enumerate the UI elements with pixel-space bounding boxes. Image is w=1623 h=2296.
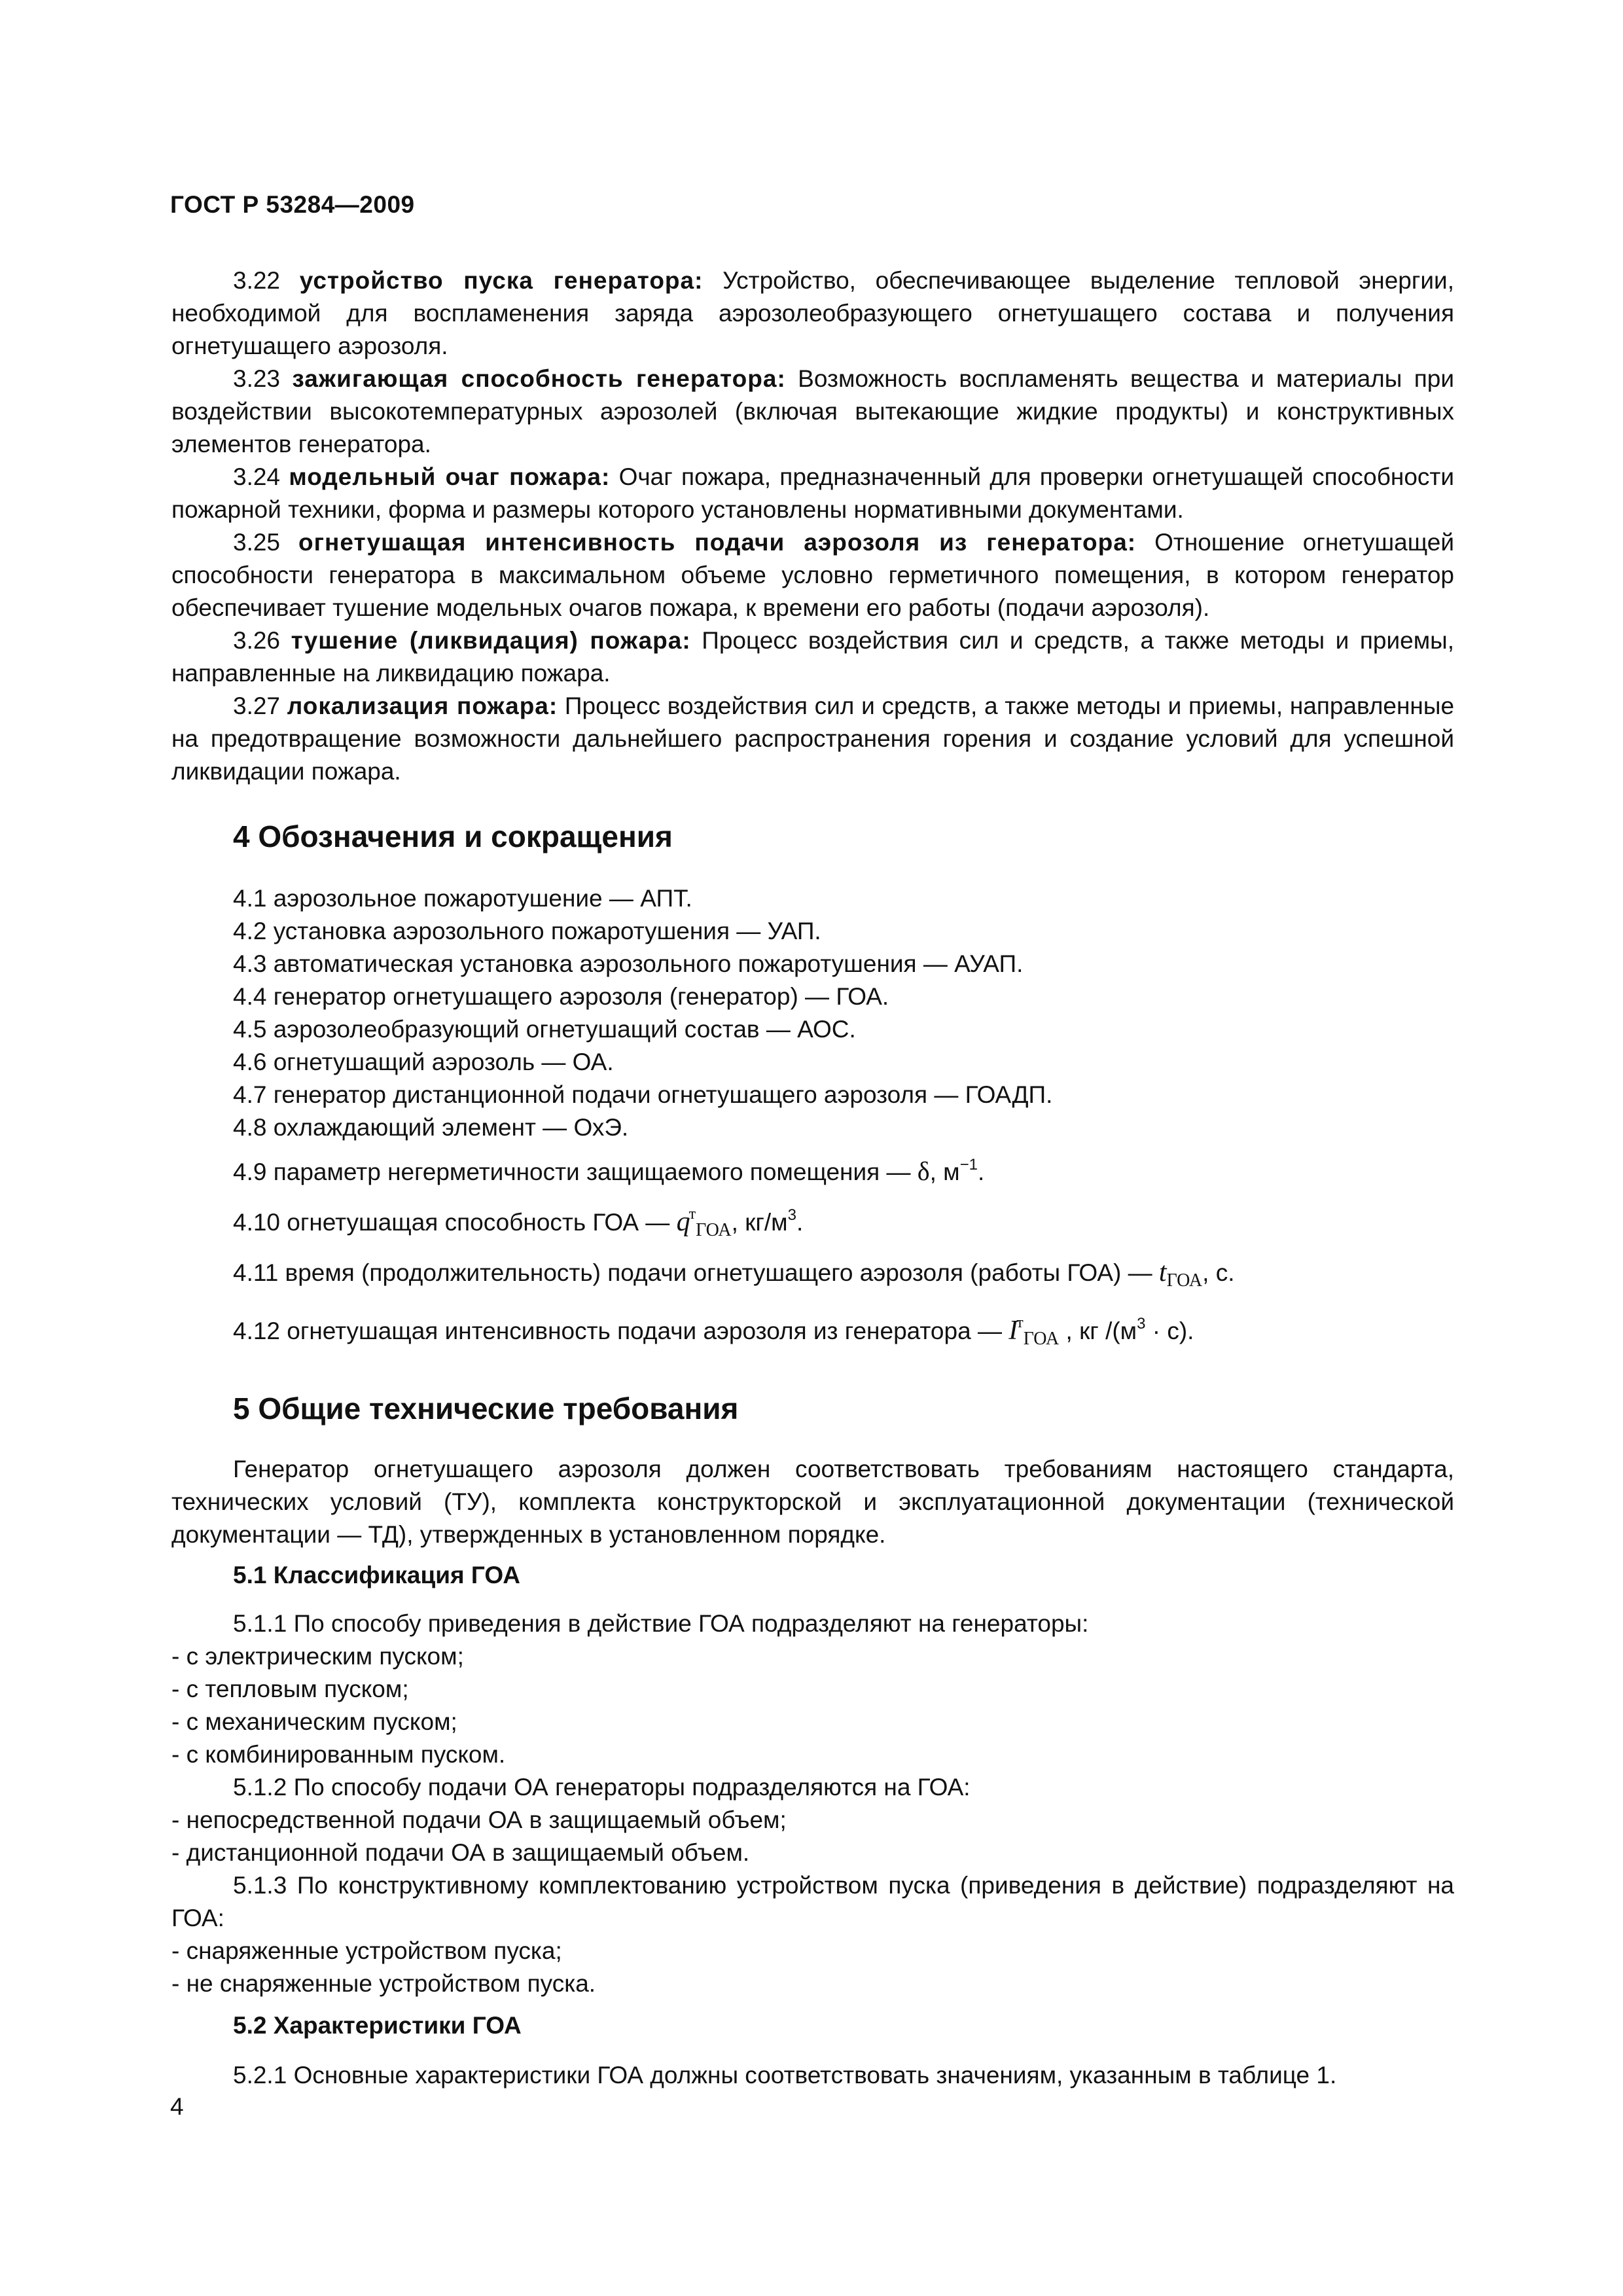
abbr-item: 4.1 аэрозольное пожаротушение — АПТ. bbox=[233, 885, 692, 912]
term-name: устройство пуска генератора: bbox=[299, 267, 704, 294]
abbr-item-4-11: 4.11 время (продолжительность) подачи огнетушащего аэрозоля (работы ГОА) — $t_{ГОА}$, с. bbox=[233, 1257, 1235, 1291]
clause-5-2-1: 5.2.1 Основные характеристики ГОА должны соответствовать значениям, указанным в таблице 1. bbox=[233, 2062, 1337, 2089]
list-item: - с механическим пуском; bbox=[171, 1708, 457, 1735]
abbr-item: 4.2 установка аэрозольного пожаротушения — УАП. bbox=[233, 918, 821, 944]
page-number: 4 bbox=[170, 2093, 184, 2120]
term-3-22: 3.22 устройство пуска генератора: Устройство, обеспечивающее выделение тепловой энергии, необходимой для воспламенения заряда аэрозолеобразующего огнетушащего состава и получения огнетушащего аэрозоля. bbox=[171, 267, 1454, 359]
abbr-item-4-12: 4.12 огнетушащая интенсивность подачи аэрозоля из генератора — $I^т_{ГОА}$ , кг $/(м^3 \cdot с)$. bbox=[233, 1314, 1194, 1349]
page-content bbox=[171, 264, 1454, 2092]
term-name: зажигающая способность генератора: bbox=[292, 365, 786, 392]
clause-5-1-2-list bbox=[171, 1804, 1454, 1869]
abbr-item: 4.5 аэрозолеобразующий огнетушащий состав — АОС. bbox=[233, 1016, 856, 1043]
subsection-5-1-title: 5.1 Классификация ГОА bbox=[233, 1562, 520, 1588]
list-item: - снаряженные устройством пуска; bbox=[171, 1937, 562, 1964]
term-3-24: 3.24 модельный очаг пожара: Очаг пожара, предназначенный для проверки огнетушащей способности пожарной техники, форма и размеры которого установлены нормативными документами. bbox=[171, 463, 1455, 523]
term-3-26: 3.26 тушение (ликвидация) пожара: Процесс воздействия сил и средств, а также методы и приемы, направленные на ликвидацию пожара. bbox=[171, 627, 1455, 687]
clause-5-1-3-list bbox=[171, 1935, 1454, 2000]
list-item: - с комбинированным пуском. bbox=[171, 1741, 506, 1768]
section-5-title: 5 Общие технические требования bbox=[233, 1391, 739, 1426]
clause-5-1-2: 5.1.2 По способу подачи ОА генераторы подразделяются на ГОА: bbox=[233, 1774, 971, 1801]
section-4-title: 4 Обозначения и сокращения bbox=[233, 819, 673, 853]
subsection-5-2-title: 5.2 Характеристики ГОА bbox=[233, 2012, 522, 2039]
supply-time-symbol: $t_{ГОА}$ bbox=[1158, 1257, 1203, 1291]
term-name: локализация пожара: bbox=[287, 692, 558, 719]
list-item: - дистанционной подачи ОА в защищаемый объем. bbox=[171, 1839, 750, 1866]
term-3-25: 3.25 огнетушащая интенсивность подачи аэрозоля из генератора: Отношение огнетушащей способности генератора в максимальном объеме условно герметичного помещения, в котором генератор обеспечивает тушение модельных очагов пожара, к времени его работы (подачи аэрозоля). bbox=[171, 529, 1454, 621]
document-header: ГОСТ Р 53284—2009 bbox=[170, 191, 415, 218]
abbr-item-4-9: 4.9 параметр негерметичности защищаемого помещения — δ, $м^{-1}$. bbox=[233, 1156, 985, 1186]
extinguishing-capacity-symbol: $q^т_{ГОА}$ bbox=[676, 1206, 732, 1240]
abbr-item: 4.7 генератор дистанционной подачи огнетушащего аэрозоля — ГОАДП. bbox=[233, 1081, 1053, 1108]
list-item: - с электрическим пуском; bbox=[171, 1643, 464, 1670]
supply-intensity-symbol: $I^т_{ГОА}$ bbox=[1008, 1314, 1060, 1349]
abbr-item: 4.6 огнетушащий аэрозоль — ОА. bbox=[233, 1049, 614, 1075]
clause-5-1-1-list bbox=[171, 1640, 1454, 1771]
delta-symbol: δ bbox=[917, 1157, 930, 1186]
clause-5-1-1: 5.1.1 По способу приведения в действие ГОА подразделяют на генераторы: bbox=[233, 1610, 1089, 1637]
abbr-item-4-10: 4.10 огнетушащая способность ГОА — $q^т_{ГОА}$, $кг/м^3$. bbox=[233, 1206, 804, 1240]
clause-5-1-3: 5.1.3 По конструктивному комплектованию устройством пуска (приведения в действие) подразделяют на ГОА: bbox=[171, 1872, 1454, 1931]
terms-list bbox=[171, 264, 1454, 788]
term-name: тушение (ликвидация) пожара: bbox=[291, 627, 691, 654]
term-definition: Процесс воздействия сил и средств, а также методы и приемы, направленные на предотвращение возможности дальнейшего распространения горения и создание условий для успешной ликвидации пожара. bbox=[171, 692, 1455, 785]
term-definition: Процесс воздействия сил и средств, а также методы и приемы, направленные на ликвидацию пожара. bbox=[171, 627, 1455, 687]
term-definition: Устройство, обеспечивающее выделение тепловой энергии, необходимой для воспламенения заряда аэрозолеобразующего огнетушащего состава и получения огнетушащего аэрозоля. bbox=[171, 267, 1454, 359]
list-item: - с тепловым пуском; bbox=[171, 1676, 409, 1702]
term-3-27: 3.27 локализация пожара: Процесс воздействия сил и средств, а также методы и приемы, направленные на предотвращение возможности дальнейшего распространения горения и создание условий для успешной ликвидации пожара. bbox=[171, 692, 1455, 785]
term-name: огнетушащая интенсивность подачи аэрозоля из генератора: bbox=[298, 529, 1137, 556]
term-definition: Отношение огнетушащей способности генератора в максимальном объеме условно герметичного помещения, в котором генератор обеспечивает тушение модельных очагов пожара, к времени его работы (подачи аэрозоля). bbox=[171, 529, 1454, 621]
term-definition: Очаг пожара, предназначенный для проверки огнетушащей способности пожарной техники, форма и размеры которого установлены нормативными документами. bbox=[171, 463, 1455, 523]
term-3-23: 3.23 зажигающая способность генератора: Возможность воспламенять вещества и материалы при воздействии высокотемпературных аэрозолей (включая вытекающие жидкие продукты) и конструктивных элементов генератора. bbox=[171, 365, 1454, 457]
abbr-item: 4.8 охлаждающий элемент — ОхЭ. bbox=[233, 1114, 629, 1141]
section-5-intro: Генератор огнетушащего аэрозоля должен соответствовать требованиям настоящего стандарта, технических условий (ТУ), комплекта конструкторской и эксплуатационной документации (технической документации — ТД), утвержденных в установленном порядке. bbox=[171, 1456, 1454, 1548]
abbr-item: 4.4 генератор огнетушащего аэрозоля (генератор) — ГОА. bbox=[233, 983, 889, 1010]
abbreviations-list bbox=[171, 882, 1454, 1360]
list-item: - не снаряженные устройством пуска. bbox=[171, 1970, 596, 1997]
list-item: - непосредственной подачи ОА в защищаемый объем; bbox=[171, 1806, 787, 1833]
abbr-item: 4.3 автоматическая установка аэрозольного пожаротушения — АУАП. bbox=[233, 950, 1024, 977]
term-name: модельный очаг пожара: bbox=[289, 463, 611, 490]
term-definition: Возможность воспламенять вещества и материалы при воздействии высокотемпературных аэрозолей (включая вытекающие жидкие продукты) и конструктивных элементов генератора. bbox=[171, 365, 1454, 457]
